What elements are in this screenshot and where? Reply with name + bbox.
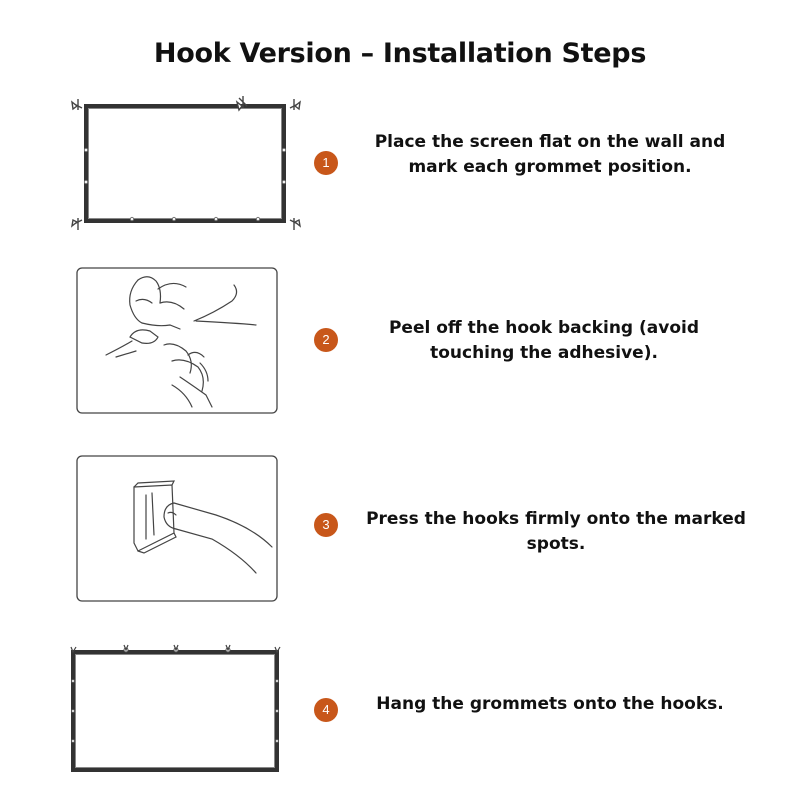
step-number-badge: 1 xyxy=(314,151,338,175)
screen-frame-icon xyxy=(66,92,306,238)
press-hook-icon xyxy=(76,455,278,602)
page-title: Hook Version – Installation Steps xyxy=(153,38,647,69)
step-number-badge: 3 xyxy=(314,513,338,537)
step-4-text: Hang the grommets onto the hooks. xyxy=(376,694,724,714)
step-number-badge: 4 xyxy=(314,698,338,722)
peel-backing-icon xyxy=(76,267,278,414)
hanging-screen-icon xyxy=(68,641,284,777)
step-2-text: Peel off the hook backing (avoid touching the adhesive). xyxy=(388,318,700,363)
step-number-badge: 2 xyxy=(314,328,338,352)
step-3-text: Press the hooks firmly onto the marked spots. xyxy=(366,509,746,554)
step-1-text: Place the screen flat on the wall and mark each grommet position. xyxy=(374,132,726,177)
